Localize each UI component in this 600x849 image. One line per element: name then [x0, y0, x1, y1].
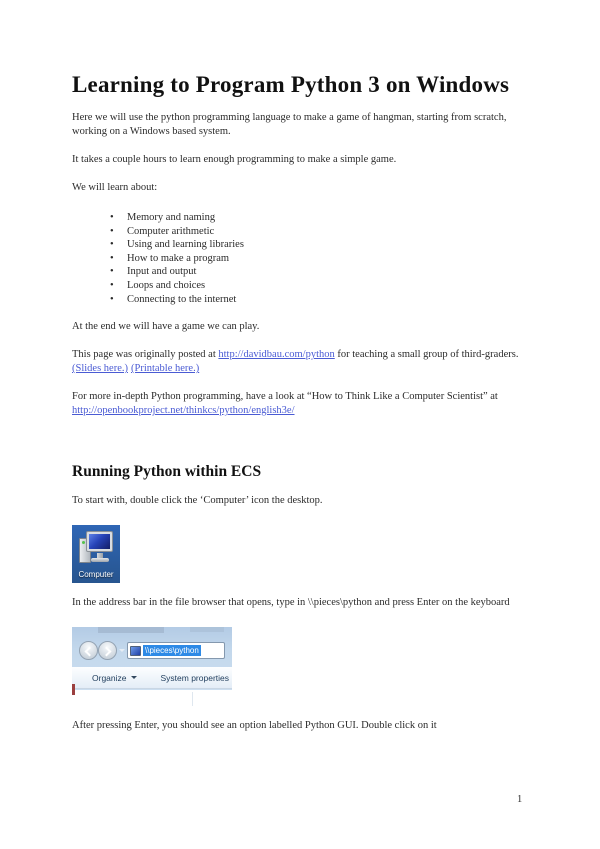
computer-desktop-icon-image	[72, 525, 120, 583]
page-number: 1	[517, 794, 523, 805]
posted-text-before: This page was originally posted at	[72, 349, 219, 361]
explorer-content-area	[72, 690, 232, 706]
end-paragraph: At the end we will have a game we can play.	[72, 321, 260, 333]
page-title: Learning to Program Python 3 on Windows	[72, 72, 510, 97]
organize-menu	[92, 673, 137, 683]
section-paragraph-2: In the address bar in the file browser that opens, type in \\pieces\python and press Enter on the keyboard	[72, 597, 510, 609]
computer-glyph-icon	[130, 646, 141, 656]
list-item: • Loops and choices	[110, 279, 540, 293]
intro-paragraph-1: Here we will use the python programming language to make a game of hangman, starting from scratch, working on a Windows based system.	[72, 112, 507, 137]
back-arrow-icon	[85, 647, 95, 657]
left-edge-artifact	[72, 684, 75, 695]
intro-paragraph-2: It takes a couple hours to learn enough programming to make a simple game.	[72, 154, 397, 165]
printable-link[interactable]: (Printable here.)	[130, 363, 200, 375]
more-paragraph	[72, 390, 540, 418]
learn-list	[72, 211, 540, 306]
file-browser-screenshot	[72, 627, 232, 706]
more-text-before: For more in-depth Python programming, have a look at “How to Think Like a Computer Scientist” at	[72, 391, 498, 403]
section-paragraph-1: To start with, double click the ‘Computer’ icon the desktop.	[72, 495, 323, 507]
computer-monitor-icon	[86, 531, 113, 552]
chevron-down-icon	[131, 676, 137, 679]
slides-link[interactable]: (Slides here.)	[72, 363, 128, 375]
organize-label: Organize	[92, 672, 127, 683]
list-item: • How to make a program	[110, 252, 540, 266]
list-item: • Using and learning libraries	[110, 238, 540, 252]
recent-pages-caret-icon	[119, 649, 125, 652]
posted-text-middle: for teaching a small group of third-graders.	[334, 349, 519, 361]
system-properties-button: System properties	[160, 672, 229, 683]
davidbau-link[interactable]: http://davidbau.com/python	[218, 349, 335, 361]
forward-arrow-icon	[102, 647, 112, 657]
list-item: • Computer arithmetic	[110, 225, 540, 239]
address-bar	[127, 642, 225, 659]
computer-icon-label: Computer	[78, 570, 114, 580]
window-edge-artifact	[98, 627, 164, 633]
learn-intro: We will learn about:	[72, 182, 158, 193]
document-content	[72, 0, 540, 733]
posted-paragraph	[72, 348, 540, 376]
monitor-screen	[89, 534, 110, 549]
openbookproject-link[interactable]: http://openbookproject.net/thinkcs/python/english3e/	[72, 405, 295, 417]
section-heading: Running Python within ECS	[72, 463, 262, 481]
forward-button	[98, 641, 117, 660]
address-bar-text: \\pieces\python	[145, 646, 199, 656]
window-edge-artifact	[190, 627, 224, 632]
list-item: • Connecting to the internet	[110, 293, 540, 307]
list-item: • Memory and naming	[110, 211, 540, 225]
explorer-toolbar	[72, 667, 232, 689]
back-button	[79, 641, 98, 660]
section-paragraph-3: After pressing Enter, you should see an option labelled Python GUI. Double click on it	[72, 720, 437, 732]
column-divider	[192, 692, 193, 706]
power-light-icon	[82, 541, 85, 544]
monitor-base	[91, 558, 109, 562]
list-item: • Input and output	[110, 265, 540, 279]
